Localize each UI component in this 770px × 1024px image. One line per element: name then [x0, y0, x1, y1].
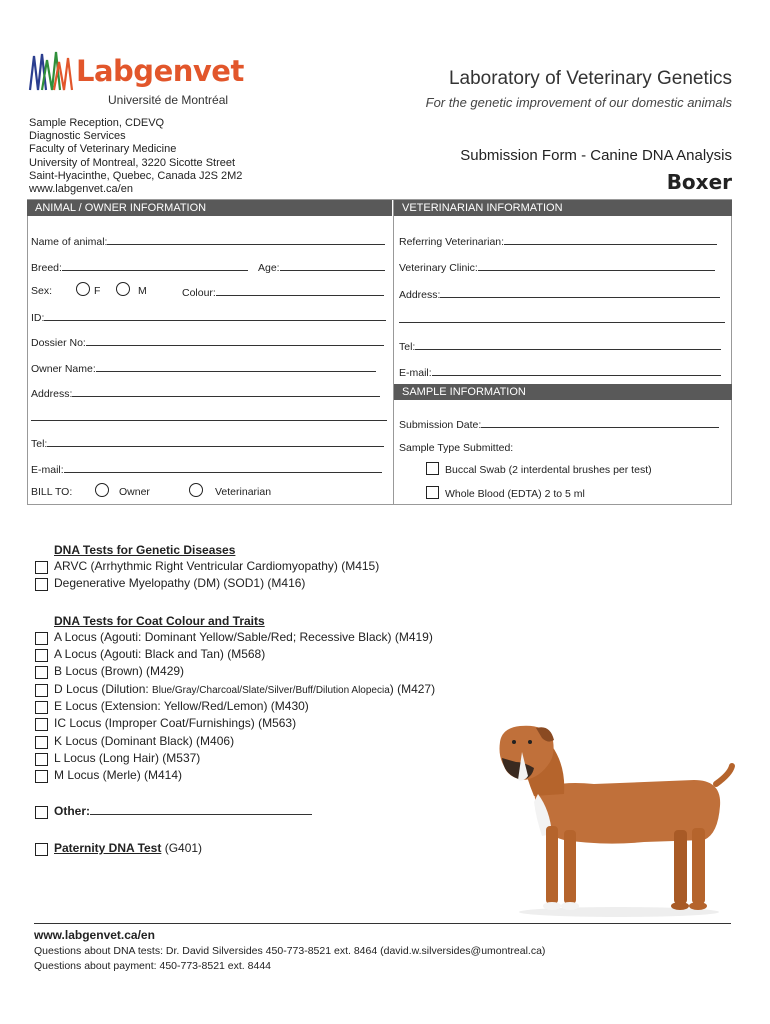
test-checkbox-m537[interactable] [35, 753, 48, 766]
test-label-d-locus [54, 682, 435, 696]
lab-title: Laboratory of Veterinary Genetics [448, 68, 732, 89]
breed-label: Breed: [31, 262, 62, 274]
paternity-checkbox[interactable] [35, 843, 48, 856]
owner-email-label: E-mail: [31, 464, 64, 476]
vet-email-label: E-mail: [399, 367, 432, 379]
boxer-dog-image [494, 722, 744, 920]
owner-address-line[interactable] [72, 386, 380, 397]
footer-dna-questions: Questions about DNA tests: Dr. David Silversides 450-773-8521 ext. 8464 (david.w.silversides@umontreal.ca) [34, 945, 546, 957]
dossier-label: Dossier No: [31, 337, 86, 349]
animal-name-label: Name of animal: [31, 236, 108, 248]
footer-url[interactable]: www.labgenvet.ca/en [34, 928, 155, 942]
test-checkbox-dm[interactable] [35, 578, 48, 591]
sex-m-label: M [138, 285, 147, 297]
vet-clinic-field[interactable] [399, 260, 715, 274]
owner-address-field[interactable] [31, 386, 380, 400]
sex-f-radio[interactable] [76, 282, 90, 296]
referring-vet-line[interactable] [504, 234, 717, 245]
lab-tagline: For the genetic improvement of our domestic animals [425, 95, 732, 110]
logo [28, 48, 248, 110]
test-label: M Locus (Merle) (M414) [54, 768, 183, 782]
submission-date-field[interactable] [399, 417, 719, 431]
referring-vet-label: Referring Veterinarian: [399, 236, 505, 248]
dna-wave-icon [28, 50, 76, 94]
colour-label: Colour: [182, 287, 216, 299]
test-checkbox-m429[interactable] [35, 666, 48, 679]
sample-type-label: Sample Type Submitted: [399, 442, 514, 454]
owner-tel-field[interactable] [31, 436, 384, 450]
referring-vet-field[interactable] [399, 234, 717, 248]
test-label: A Locus (Agouti: Black and Tan) (M568) [54, 647, 266, 661]
d-locus-prefix: D Locus (Dilution: [54, 682, 153, 696]
test-checkbox-m430[interactable] [35, 701, 48, 714]
colour-field[interactable] [182, 285, 384, 299]
breed-line[interactable] [62, 260, 248, 271]
genetic-tests-heading: DNA Tests for Genetic Diseases [54, 543, 236, 557]
buccal-swab-label: Buccal Swab (2 interdental brushes per test) [445, 464, 652, 476]
test-checkbox-m406[interactable] [35, 736, 48, 749]
owner-name-field[interactable] [31, 361, 376, 375]
bill-owner-label: Owner [119, 486, 150, 498]
coat-tests-heading: DNA Tests for Coat Colour and Traits [54, 614, 265, 628]
test-label: Degenerative Myelopathy (DM) (SOD1) (M416) [54, 576, 306, 590]
bill-to-label: BILL TO: [31, 486, 73, 498]
test-label: K Locus (Dominant Black) (M406) [54, 734, 235, 748]
owner-tel-line[interactable] [47, 436, 384, 447]
buccal-swab-checkbox[interactable] [426, 462, 439, 475]
vet-tel-field[interactable] [399, 339, 721, 353]
age-line[interactable] [280, 260, 385, 271]
address-line: www.labgenvet.ca/en [29, 183, 133, 196]
lab-address [29, 117, 242, 196]
dossier-line[interactable] [86, 335, 384, 346]
vet-address-line-2[interactable] [399, 312, 725, 323]
sex-label: Sex: [31, 285, 53, 297]
test-checkbox-arvc[interactable] [35, 561, 48, 574]
form-title: Submission Form - Canine DNA Analysis [460, 147, 732, 164]
form-divider [393, 199, 394, 505]
bill-vet-label: Veterinarian [215, 486, 272, 498]
logo-subtitle: Université de Montréal [108, 93, 229, 107]
footer-rule [34, 923, 731, 924]
bill-vet-radio[interactable] [189, 483, 203, 497]
test-label: ARVC (Arrhythmic Right Ventricular Cardiomyopathy) (M415) [54, 559, 380, 573]
other-field[interactable] [54, 804, 312, 818]
test-label: IC Locus (Improper Coat/Furnishings) (M563) [54, 716, 297, 730]
logo-text: Labgenvet [76, 54, 244, 88]
paternity-test [54, 841, 202, 855]
address-line: University of Montreal, 3220 Sicotte Street [29, 156, 236, 169]
test-label: A Locus (Agouti: Dominant Yellow/Sable/Red; Recessive Black) (M419) [54, 630, 433, 644]
animal-section-header: ANIMAL / OWNER INFORMATION [27, 200, 392, 216]
owner-name-label: Owner Name: [31, 363, 96, 375]
owner-email-line[interactable] [64, 462, 382, 473]
vet-address-line[interactable] [440, 287, 720, 298]
vet-email-field[interactable] [399, 365, 721, 379]
sample-section-header: SAMPLE INFORMATION [394, 384, 732, 400]
other-line[interactable] [90, 804, 312, 815]
sex-f-label: F [94, 285, 101, 297]
paternity-code: (G401) [164, 841, 203, 855]
submission-date-label: Submission Date: [399, 419, 482, 431]
id-line[interactable] [44, 310, 386, 321]
vet-tel-line[interactable] [415, 339, 721, 350]
age-field[interactable] [258, 260, 385, 274]
test-label: E Locus (Extension: Yellow/Red/Lemon) (M430) [54, 699, 309, 713]
dossier-field[interactable] [31, 335, 384, 349]
owner-address-label: Address: [31, 388, 73, 400]
address-line: Sample Reception, CDEVQ [29, 117, 165, 129]
test-label: B Locus (Brown) (M429) [54, 664, 185, 678]
animal-name-field[interactable] [31, 234, 385, 248]
vet-clinic-label: Veterinary Clinic: [399, 262, 478, 274]
id-field[interactable] [31, 310, 386, 324]
whole-blood-checkbox[interactable] [426, 486, 439, 499]
vet-address-field[interactable] [399, 287, 720, 301]
owner-email-field[interactable] [31, 462, 382, 476]
breed-title: Boxer [666, 170, 732, 194]
vet-address-label: Address: [399, 289, 441, 301]
vet-email-line[interactable] [432, 365, 721, 376]
other-checkbox[interactable] [35, 806, 48, 819]
other-label: Other: [54, 804, 90, 818]
test-checkbox-m568[interactable] [35, 649, 48, 662]
address-line: Saint-Hyacinthe, Quebec, Canada J2S 2M2 [29, 169, 243, 182]
vet-section-header: VETERINARIAN INFORMATION [394, 200, 732, 216]
test-checkbox-m419[interactable] [35, 632, 48, 645]
owner-tel-label: Tel: [31, 438, 48, 450]
owner-name-line[interactable] [96, 361, 376, 372]
test-checkbox-m414[interactable] [35, 770, 48, 783]
test-label: L Locus (Long Hair) (M537) [54, 751, 201, 765]
d-locus-code: ) (M427) [389, 682, 436, 696]
sex-m-radio[interactable] [116, 282, 130, 296]
age-label: Age: [258, 262, 280, 274]
test-checkbox-m427[interactable] [35, 684, 48, 697]
submission-date-line[interactable] [481, 417, 719, 428]
breed-field[interactable] [31, 260, 248, 274]
whole-blood-label: Whole Blood (EDTA) 2 to 5 ml [445, 488, 585, 500]
d-locus-colours: Blue/Gray/Charcoal/Slate/Silver/Buff/Dilution Alopecia [152, 685, 390, 696]
colour-line[interactable] [216, 285, 384, 296]
vet-clinic-line[interactable] [478, 260, 715, 271]
address-line: Faculty of Veterinary Medicine [29, 143, 177, 156]
owner-address-line-2[interactable] [31, 410, 387, 421]
vet-tel-label: Tel: [399, 341, 416, 353]
paternity-label: Paternity DNA Test [54, 841, 162, 855]
test-checkbox-m563[interactable] [35, 718, 48, 731]
address-line: Diagnostic Services [29, 130, 126, 143]
id-label: ID: [31, 312, 45, 324]
animal-name-line[interactable] [107, 234, 385, 245]
bill-owner-radio[interactable] [95, 483, 109, 497]
footer-payment-questions: Questions about payment: 450-773-8521 ext. 8444 [34, 960, 271, 972]
